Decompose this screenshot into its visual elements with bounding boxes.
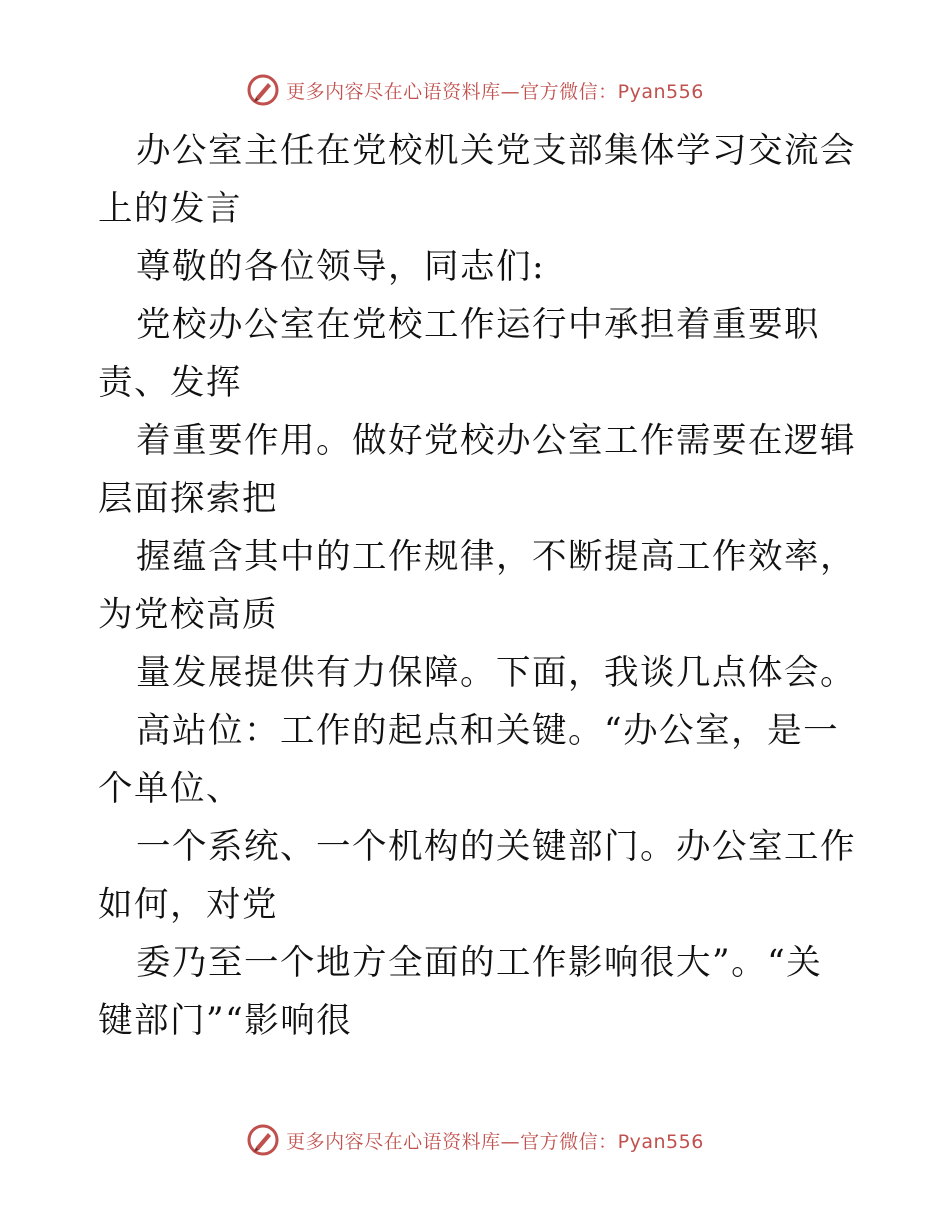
watermark-footer [0, 1120, 950, 1160]
body-paragraph: 党校办公室在党校工作运行中承担着重要职责、发挥 [98, 305, 820, 403]
salutation: 尊敬的各位领导，同志们: [136, 247, 546, 287]
body-paragraph: 一个系统、一个机构的关键部门。办公室工作如何，对党 [98, 827, 856, 925]
document-title: 办公室主任在党校机关党支部集体学习交流会上的发言 [98, 131, 856, 229]
body-paragraph: 握蕴含其中的工作规律，不断提高工作效率，为党校高质 [98, 537, 856, 635]
watermark-text: 更多内容尽在心语资料库—官方微信：Pyan556 [286, 1130, 704, 1153]
body-paragraph: 高站位：工作的起点和关键。“办公室，是一个单位、 [98, 711, 840, 809]
watermark-header [0, 70, 950, 110]
body-paragraph: 着重要作用。做好党校办公室工作需要在逻辑层面探索把 [98, 421, 856, 519]
document-body [98, 122, 858, 1050]
pen-logo-icon [246, 1123, 280, 1157]
body-paragraph: 量发展提供有力保障。下面，我谈几点体会。 [136, 653, 856, 693]
body-paragraph: 委乃至一个地方全面的工作影响很大”。“关键部门”“影响很 [98, 943, 823, 1041]
pen-logo-icon [246, 73, 280, 107]
watermark-text: 更多内容尽在心语资料库—官方微信：Pyan556 [286, 80, 704, 103]
